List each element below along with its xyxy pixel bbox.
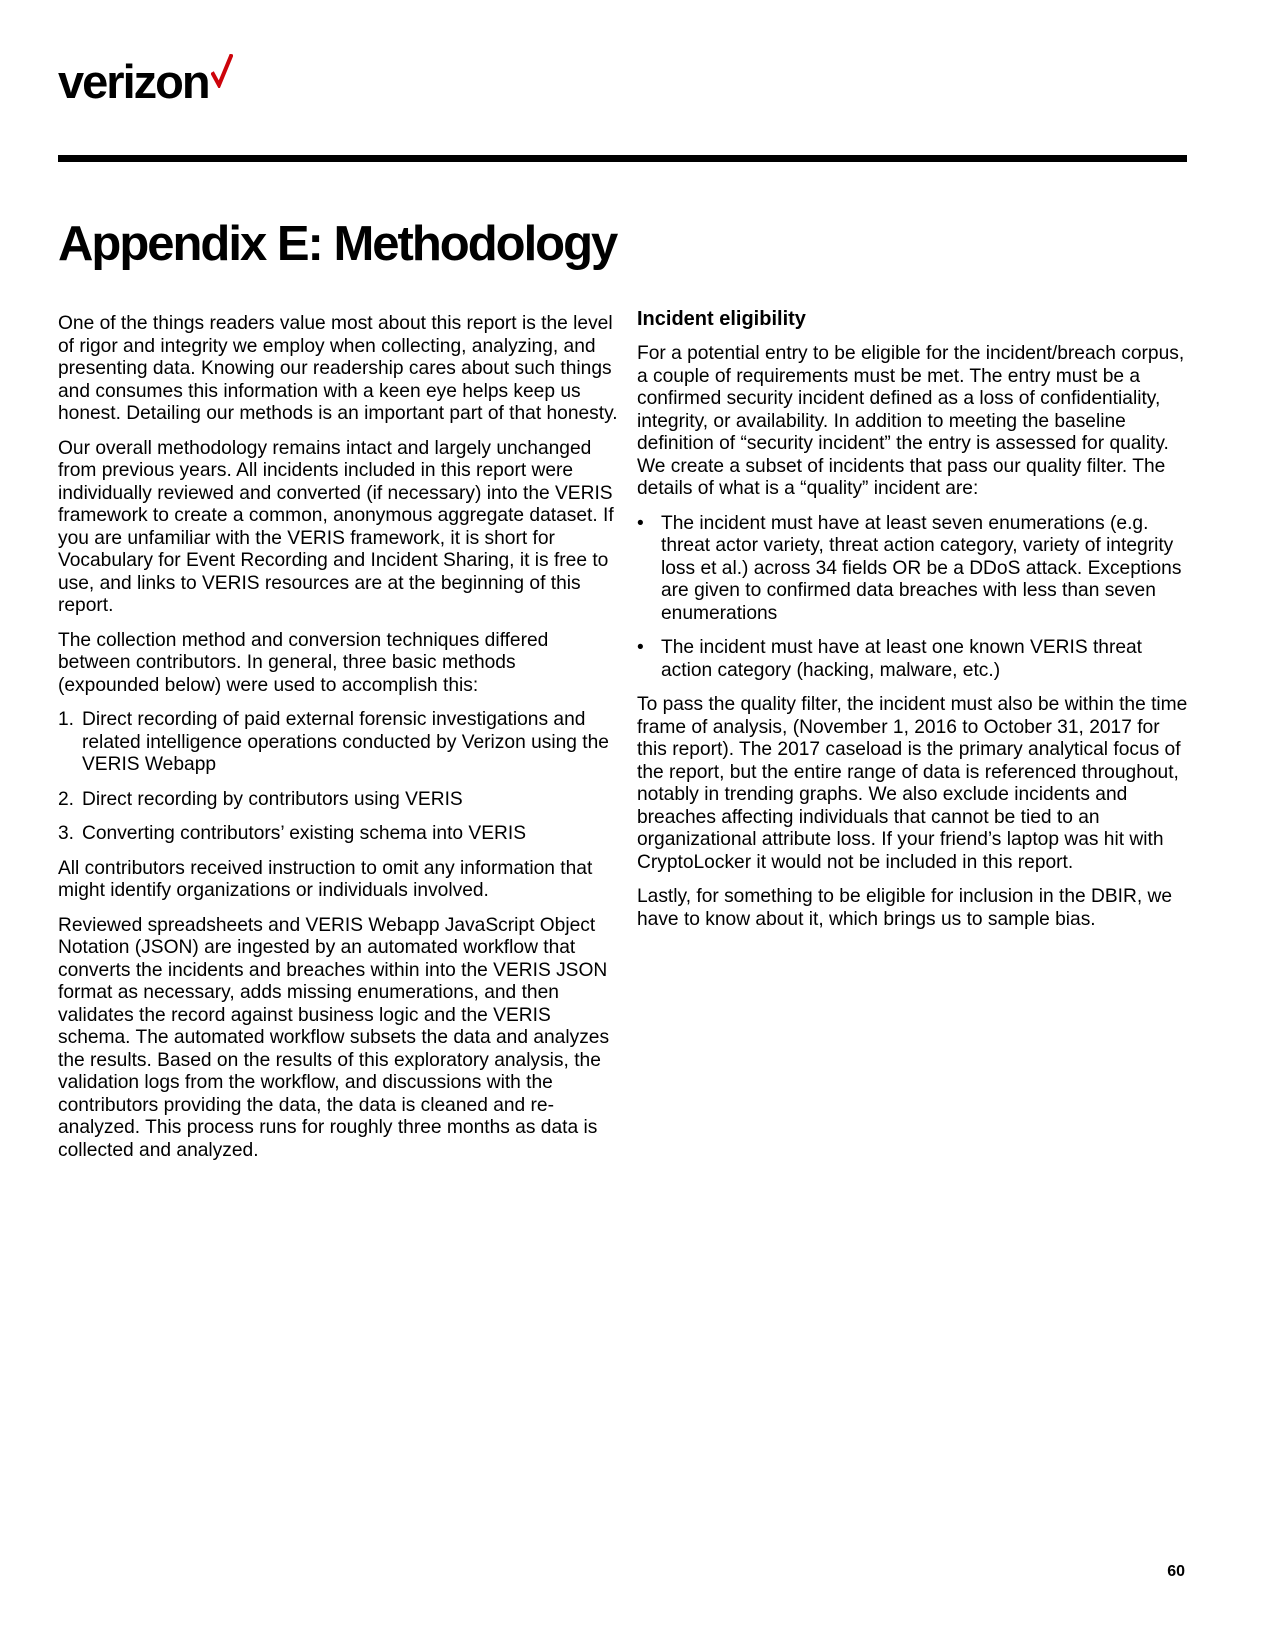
methodology-paragraph: Our overall methodology remains intact and largely unchanged from previous years. All incidents included in this report were individually reviewed and converted (if necessary) into the VERIS framework to create a common, anonymous aggregate dataset. If you are unfamiliar with the VERIS framework, it is short for Vocabulary for Event Recording and Incident Sharing, it is free to use, and links to VERIS resources are at the beginning of this report. [58, 437, 614, 616]
header-rule [58, 155, 1187, 162]
verizon-logo [58, 55, 233, 108]
list-item [637, 513, 1193, 626]
list-item [58, 709, 618, 777]
left-column [58, 313, 618, 1174]
logo-wordmark: verizon [58, 55, 209, 108]
right-column [637, 307, 1193, 943]
workflow-paragraph: Reviewed spreadsheets and VERIS Webapp JavaScript Object Notation (JSON) are ingested by an automated workflow that converts the incidents and breaches within into the VERIS JSON format as necessary, adds missing enumerations, and then validates the record against business logic and the VERIS schema. The automated workflow subsets the data and analyzes the results. Based on the results of this exploratory analysis, the validation logs from the workflow, and discussions with the contributors providing the data, the data is cleaned and re-analyzed. This process runs for roughly three months as data is collected and analyzed. [58, 914, 610, 1161]
bullet-marker: • [637, 637, 644, 658]
list-number: 1. [58, 709, 75, 730]
bullet-marker: • [637, 512, 644, 534]
eligibility-paragraph: For a potential entry to be eligible for the incident/breach corpus, a couple of requirements must be met. The entry must be a confirmed security incident defined as a loss of confidentiality, integrity, or availability. In addition to meeting the baseline definition of “security incident” the entry is assessed for quality. We create a subset of incidents that pass our quality filter. The details of what is a “quality” incident are: [637, 343, 1185, 499]
methods-list [58, 709, 618, 846]
checkmark-icon [211, 54, 233, 88]
list-item-text: Converting contributors’ existing schema into VERIS [82, 823, 527, 844]
list-item-text: Direct recording of paid external forensic investigations and related intelligence operations conducted by Verizon using the VERIS Webapp [82, 709, 609, 775]
quality-criteria-list [637, 513, 1193, 683]
list-item [637, 637, 1193, 682]
list-item-text: The incident must have at least one known VERIS threat action category (hacking, malware, etc.) [661, 637, 1143, 681]
list-item-text: Direct recording by contributors using VERIS [82, 788, 463, 810]
section-heading: Incident eligibility [637, 308, 806, 330]
page-title: Appendix E: Methodology [58, 217, 617, 271]
list-item [58, 823, 618, 846]
page-number: 60 [1167, 1563, 1185, 1580]
contributors-paragraph: All contributors received instruction to omit any information that might identify organizations or individuals involved. [58, 857, 593, 901]
intro-paragraph: One of the things readers value most about this report is the level of rigor and integrity we employ when collecting, analyzing, and presenting data. Knowing our readership cares about such things and consumes this information with a keen eye helps keep us honest. Detailing our methods is an important part of that honesty. [58, 313, 618, 424]
quality-filter-paragraph: To pass the quality filter, the incident must also be within the time frame of analysis, (November 1, 2016 to October 31, 2017 for this report). The 2017 caseload is the primary analytical focus of the report, but the entire range of data is referenced throughout, notably in trending graphs. We also exclude incidents and breaches affecting individuals that cannot be tied to an organizational attribute loss. If your friend’s laptop was hit with CryptoLocker it would not be included in this report. [637, 694, 1188, 873]
list-item [58, 789, 618, 812]
list-item-text: The incident must have at least seven enumerations (e.g. threat actor variety, threat action category, variety of integrity loss et al.) across 34 fields OR be a DDoS attack. Exceptions are given to confirmed data breaches with less than seven enumerations [661, 512, 1182, 624]
list-number: 2. [58, 788, 75, 810]
collection-paragraph: The collection method and conversion techniques differed between contributors. In general, three basic methods (expounded below) were used to accomplish this: [58, 629, 549, 696]
sample-bias-paragraph: Lastly, for something to be eligible for inclusion in the DBIR, we have to know about it, which brings us to sample bias. [637, 886, 1173, 930]
list-number: 3. [58, 823, 75, 844]
